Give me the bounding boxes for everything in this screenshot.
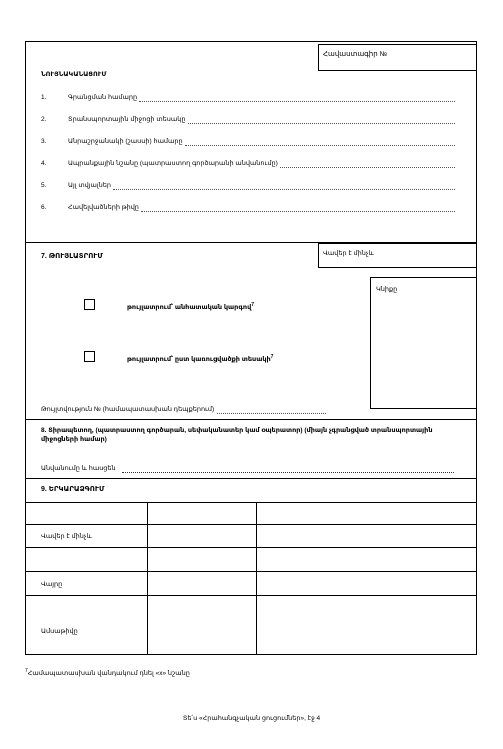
stamp-box	[370, 277, 477, 409]
identification-item-5[interactable]: 5. Այլ տվյալներ	[41, 181, 455, 190]
section-divider	[25, 419, 477, 420]
fill-line	[188, 117, 456, 124]
identification-item-3[interactable]: 3. Անրաշրջանակի (շասսի) համարը	[41, 137, 455, 146]
footnote: $^7$Համապատասխան վանդակում դնել «x» նշանը	[25, 667, 190, 677]
permit-number-label: Թույլտվություն № (համապատասխան դեպքերում)	[41, 406, 215, 413]
identification-item-2[interactable]: 2. Տրանսպորտային միջոցի տեսակը	[41, 115, 455, 124]
identification-item-6[interactable]: 6. Հավելվածների թիվը	[41, 203, 455, 212]
table-line	[25, 502, 477, 503]
table-line	[25, 595, 477, 596]
type-permit-checkbox[interactable]	[84, 351, 95, 362]
identification-item-4[interactable]: 4. Ապրանքային նշանը (պատրաստող գործարանի անվանումը)	[41, 159, 455, 168]
fill-line	[141, 205, 455, 212]
holder-name-label: Անվանումը և հասցեն	[41, 465, 116, 472]
item-label: Գրանցման համարը	[68, 94, 138, 101]
fill-line	[280, 161, 455, 168]
fill-line	[122, 466, 454, 473]
stamp-label: Կնիքը	[376, 286, 398, 293]
item-label: Հավելվածների թիվը	[68, 204, 139, 211]
holder-name-row[interactable]	[41, 464, 454, 473]
extension-place-label: Վայրը	[41, 581, 63, 588]
fill-line	[217, 407, 326, 414]
identification-title: ՆՈՒՅՆԱԿԱՆԱՑՈՒՄ	[41, 71, 107, 78]
item-label: Տրանսպորտային միջոցի տեսակը	[68, 116, 186, 123]
table-column-line	[147, 502, 148, 655]
table-column-line	[256, 502, 257, 655]
holder-title: 8. Տիրապետող, (պատրաստող գործարան, սեփականատեր կամ օպերատոր) (միայն չգրանցված տրանսպորտային միջոցների համար)	[41, 427, 433, 443]
fill-line	[139, 95, 455, 102]
permit-title: 7. ԹՈՒՅԼԱՏՐՈՒՄ	[41, 253, 103, 260]
item-label: Անրաշրջանակի (շասսի) համարը	[68, 138, 183, 145]
page-footer: Տե՛ս «Հրահանգչական ցուցումներ», էջ 4	[182, 715, 321, 722]
certificate-number-label: Հավաստագիր №	[323, 51, 388, 58]
item-label: Այլ տվյալներ	[68, 182, 111, 189]
footnote-ref: 7	[270, 353, 274, 360]
table-line	[25, 571, 477, 572]
permit-number-row[interactable]	[41, 405, 326, 414]
individual-permit-checkbox[interactable]	[84, 299, 95, 310]
section-divider	[25, 478, 477, 479]
fill-line	[185, 139, 455, 146]
extension-title: 9. ԵՐԿԱՐԱՁԳՈՒՄ	[41, 486, 105, 493]
extension-date-label: Ամսաթիվը	[41, 628, 78, 635]
identification-item-1[interactable]: 1. Գրանցման համարը	[41, 93, 455, 102]
table-line	[25, 524, 477, 525]
item-label: Ապրանքային նշանը (պատրաստող գործարանի անվանումը)	[68, 160, 278, 167]
fill-line	[113, 183, 455, 190]
valid-until-label: Վավեր է մինչև	[323, 250, 374, 257]
footnote-number: 7	[25, 667, 28, 674]
footnote-ref: 7	[251, 301, 255, 308]
individual-permit-option: թույլատրում՝ անհատական կարգով$^7$	[127, 301, 255, 311]
table-line	[25, 547, 477, 548]
extension-valid-until-label: Վավեր է մինչև	[41, 533, 92, 540]
type-permit-option: թույլատրում՝ ըստ կառուցվածքի տեսակի$^7$	[127, 353, 274, 363]
